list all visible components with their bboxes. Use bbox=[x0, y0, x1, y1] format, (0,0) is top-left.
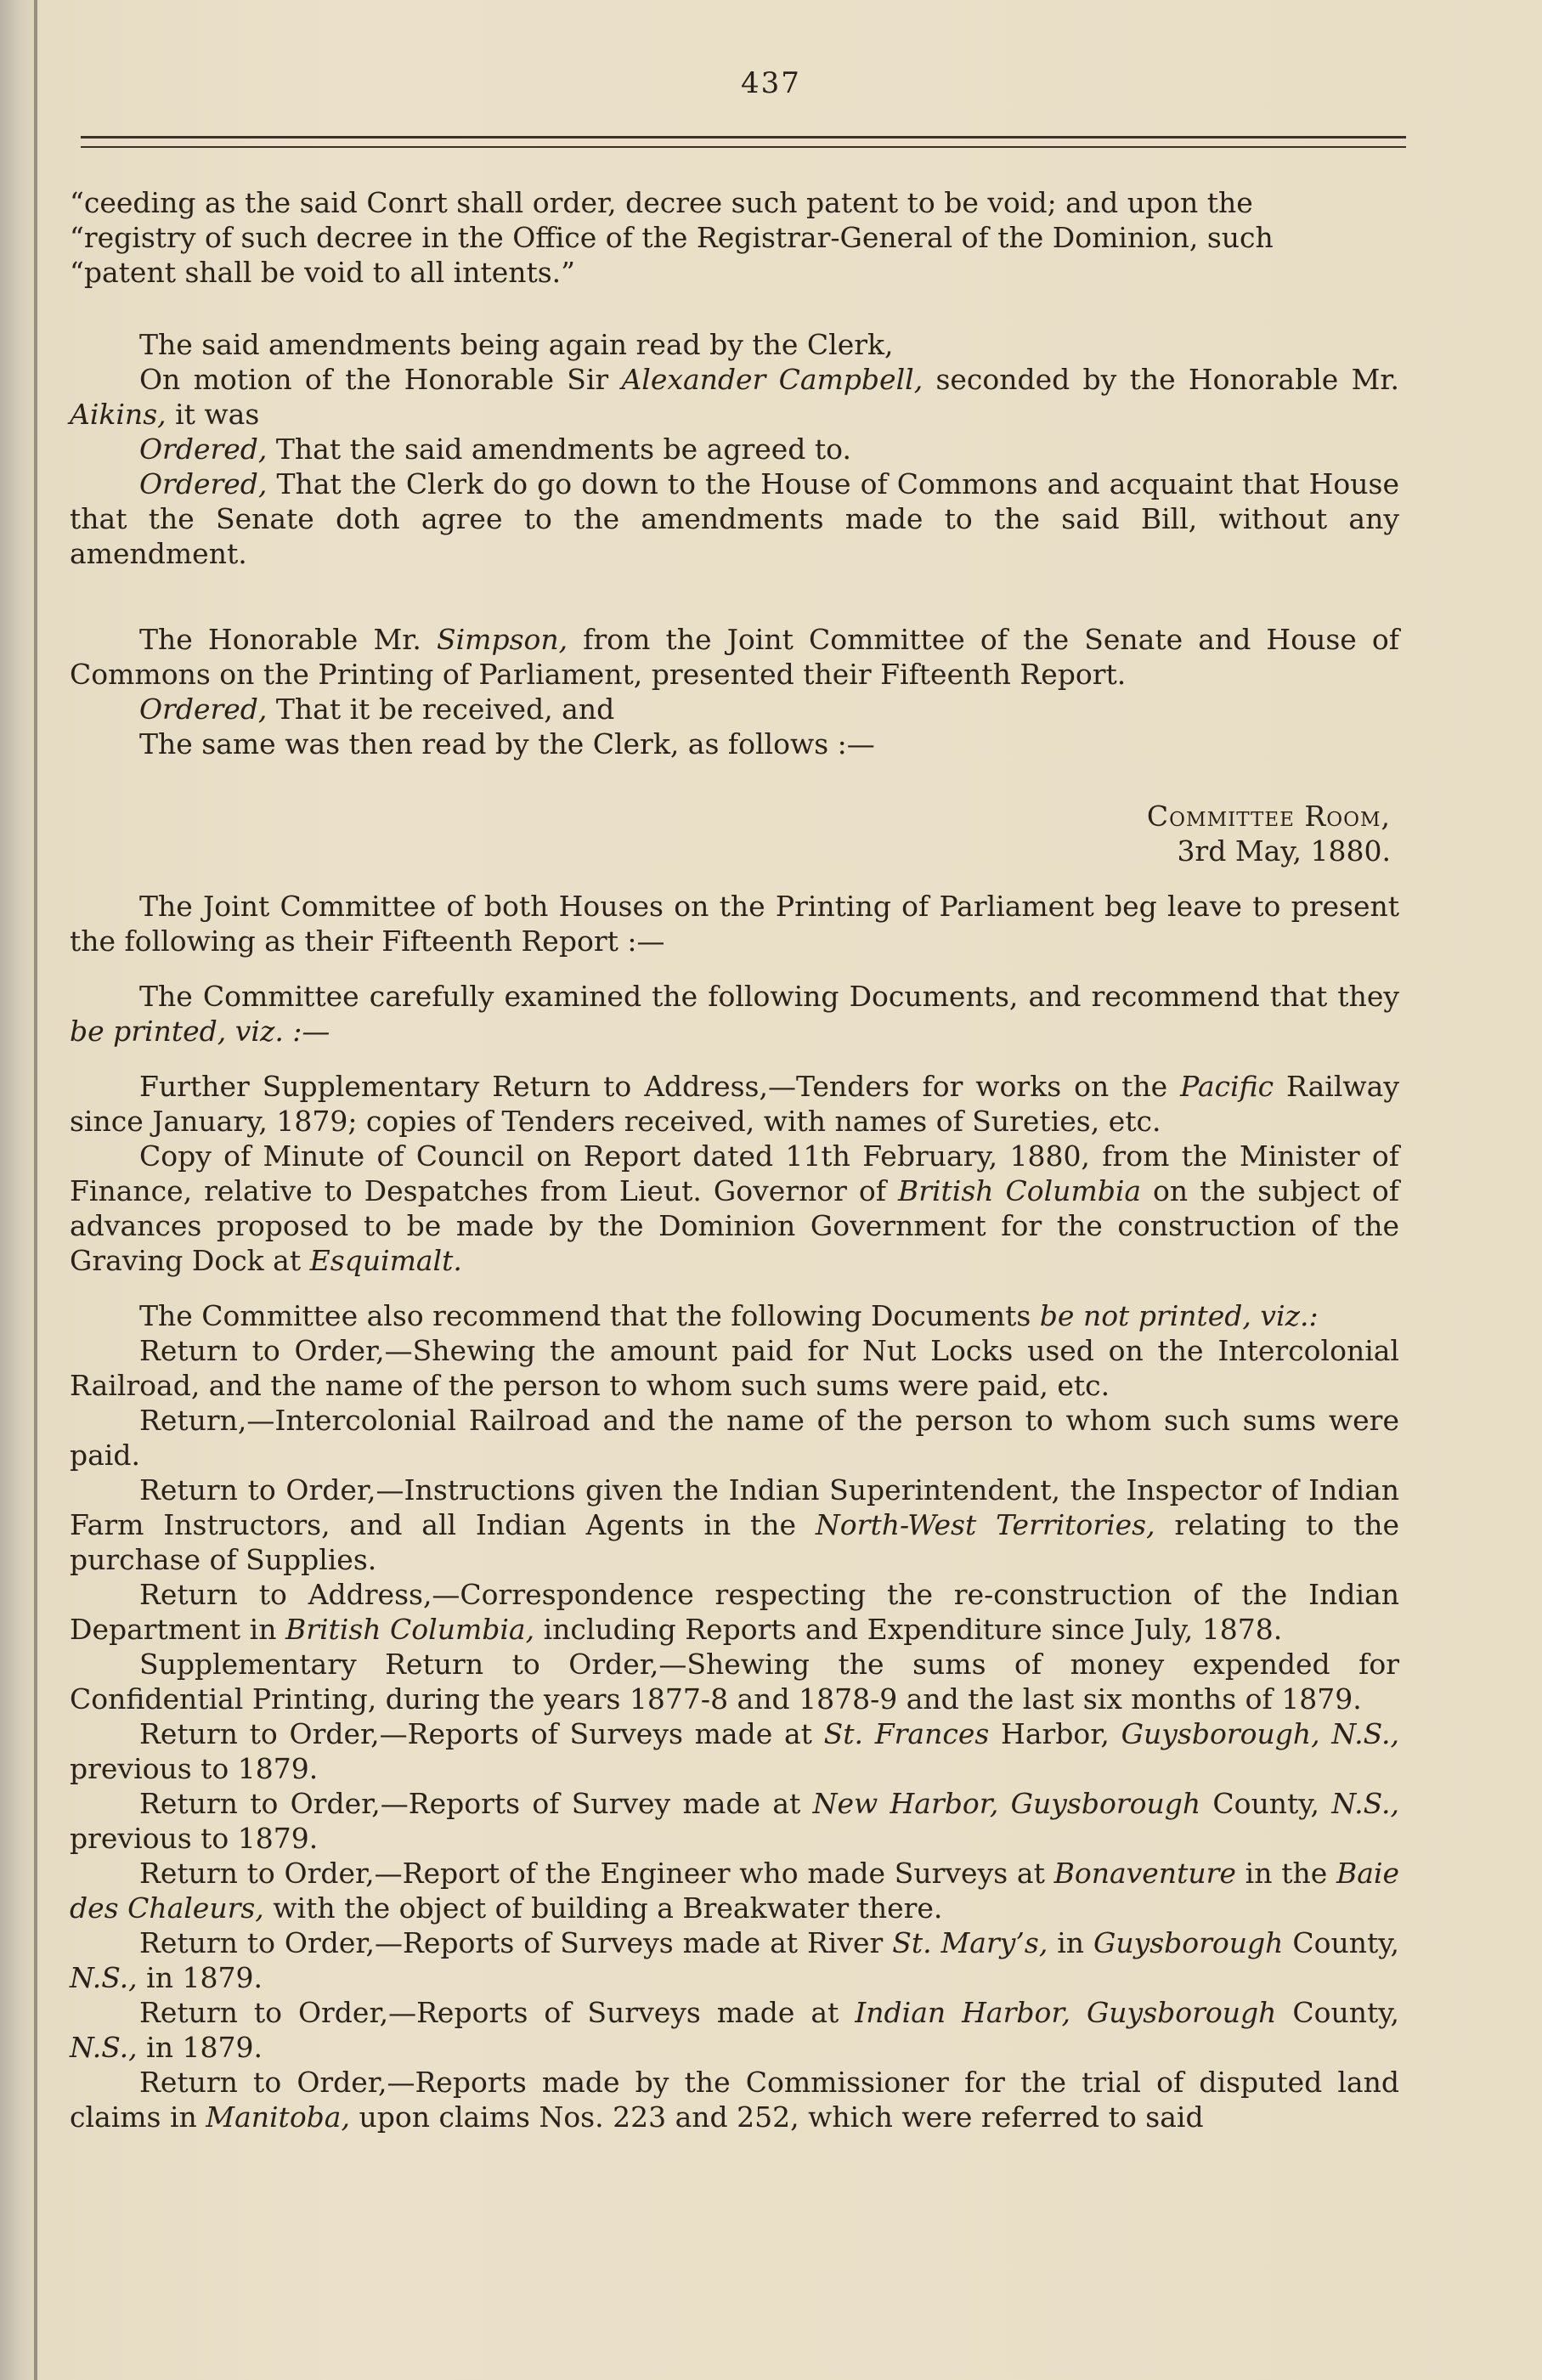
document-item: Return to Order,—Reports of Surveys made at River St. Mary’s, in Guysborough County, N.S., in 1879. bbox=[70, 1926, 1399, 1994]
document-item: Return to Order,—Reports of Surveys made at St. Frances Harbor, Guysborough, N.S., previous to 1879. bbox=[70, 1717, 1399, 1785]
document-item: Return to Order,—Reports of Survey made at New Harbor, Guysborough County, N.S., previous to 1879. bbox=[70, 1787, 1399, 1855]
paragraph-report-intro: The Joint Committee of both Houses on the Printing of Parliament beg leave to present the following as their Fifteenth Report :— bbox=[70, 890, 1399, 958]
page-number: 437 bbox=[741, 66, 801, 100]
quote-line: “patent shall be void to all intents.” bbox=[70, 256, 576, 289]
committee-room: Committee Room, bbox=[1146, 800, 1391, 833]
binding-gutter-line bbox=[34, 0, 37, 2380]
senator-name: Simpson, bbox=[437, 623, 568, 656]
senator-name: Alexander Campbell, bbox=[621, 363, 924, 396]
document-item: Return to Order,—Instructions given the Indian Superintendent, the Inspector of Indian Farm Instructors, and all Indian Agents in the North-West Territories, relating to the purchase of Supplies. bbox=[70, 1473, 1399, 1576]
document-item: Copy of Minute of Council on Report dated 11th February, 1880, from the Minister of Finance, relative to Despatches from Lieut. Governor of British Columbia on the subject of advances proposed to be made by the Dominion Government for the construction of the Graving Dock at Esquimalt. bbox=[70, 1139, 1400, 1277]
paragraph-recommend-not-printed: The Committee also recommend that the following Documents be not printed, viz.: bbox=[139, 1299, 1319, 1332]
paragraph-amendments-read: The said amendments being again read by the Clerk, bbox=[139, 328, 894, 361]
document-item: Return to Order,—Reports made by the Commissioner for the trial of disputed land claims in Manitoba, upon claims Nos. 223 and 252, which were referred to said bbox=[70, 2066, 1399, 2134]
quoted-text-block bbox=[70, 185, 1399, 290]
committee-date: 3rd May, 1880. bbox=[1177, 834, 1391, 868]
document-item: Supplementary Return to Order,—Shewing the sums of money expended for Confidential Printing, during the years 1877-8 and 1878-9 and the last six months of 1879. bbox=[70, 1648, 1399, 1716]
paragraph-ordered-received: Ordered, That it be received, and bbox=[139, 693, 615, 726]
page-body bbox=[70, 185, 1399, 2134]
header-rule-thick bbox=[81, 136, 1406, 139]
paragraph-ordered-clerk: Ordered, That the Clerk do go down to the House of Commons and acquaint that House that the Senate doth agree to the amendments made to the said Bill, without any amendment. bbox=[70, 467, 1399, 570]
paragraph-ordered-agreed: Ordered, That the said amendments be agreed to. bbox=[139, 432, 851, 466]
paragraph-motion: On motion of the Honorable Sir Alexander Campbell, seconded by the Honorable Mr. Aikins, it was bbox=[70, 363, 1399, 431]
document-item: Return to Order,—Reports of Surveys made at Indian Harbor, Guysborough County, N.S., in 1879. bbox=[70, 1996, 1400, 2064]
quote-line: “ceeding as the said Conrt shall order, decree such patent to be void; and upon the bbox=[70, 186, 1253, 219]
senator-name: Aikins, bbox=[70, 398, 167, 431]
document-item: Return,—Intercolonial Railroad and the name of the person to whom such sums were paid. bbox=[70, 1404, 1399, 1472]
document-item: Return to Address,—Correspondence respecting the re-construction of the Indian Department in British Columbia, including Reports and Expenditure since July, 1878. bbox=[70, 1578, 1399, 1646]
paragraph-committee-report: The Honorable Mr. Simpson, from the Joint Committee of the Senate and House of Commons on the Printing of Parliament, presented their Fifteenth Report. bbox=[70, 623, 1399, 691]
paragraph-recommend-printed: The Committee carefully examined the following Documents, and recommend that they be printed, viz. :— bbox=[70, 980, 1399, 1048]
document-item: Further Supplementary Return to Address,—Tenders for works on the Pacific Railway since January, 1879; copies of Tenders received, with names of Sureties, etc. bbox=[70, 1070, 1399, 1138]
paragraph-read-as-follows: The same was then read by the Clerk, as follows :— bbox=[139, 727, 875, 760]
document-item: Return to Order,—Report of the Engineer who made Surveys at Bonaventure in the Baie des Chaleurs, with the object of building a Breakwater there. bbox=[70, 1857, 1399, 1925]
document-item: Return to Order,—Shewing the amount paid for Nut Locks used on the Intercolonial Railroad, and the name of the person to whom such sums were paid, etc. bbox=[70, 1334, 1399, 1402]
committee-heading bbox=[70, 799, 1399, 868]
quote-line: “registry of such decree in the Office of the Registrar-General of the Dominion, such bbox=[70, 221, 1274, 254]
header-rule-thin bbox=[81, 146, 1406, 148]
